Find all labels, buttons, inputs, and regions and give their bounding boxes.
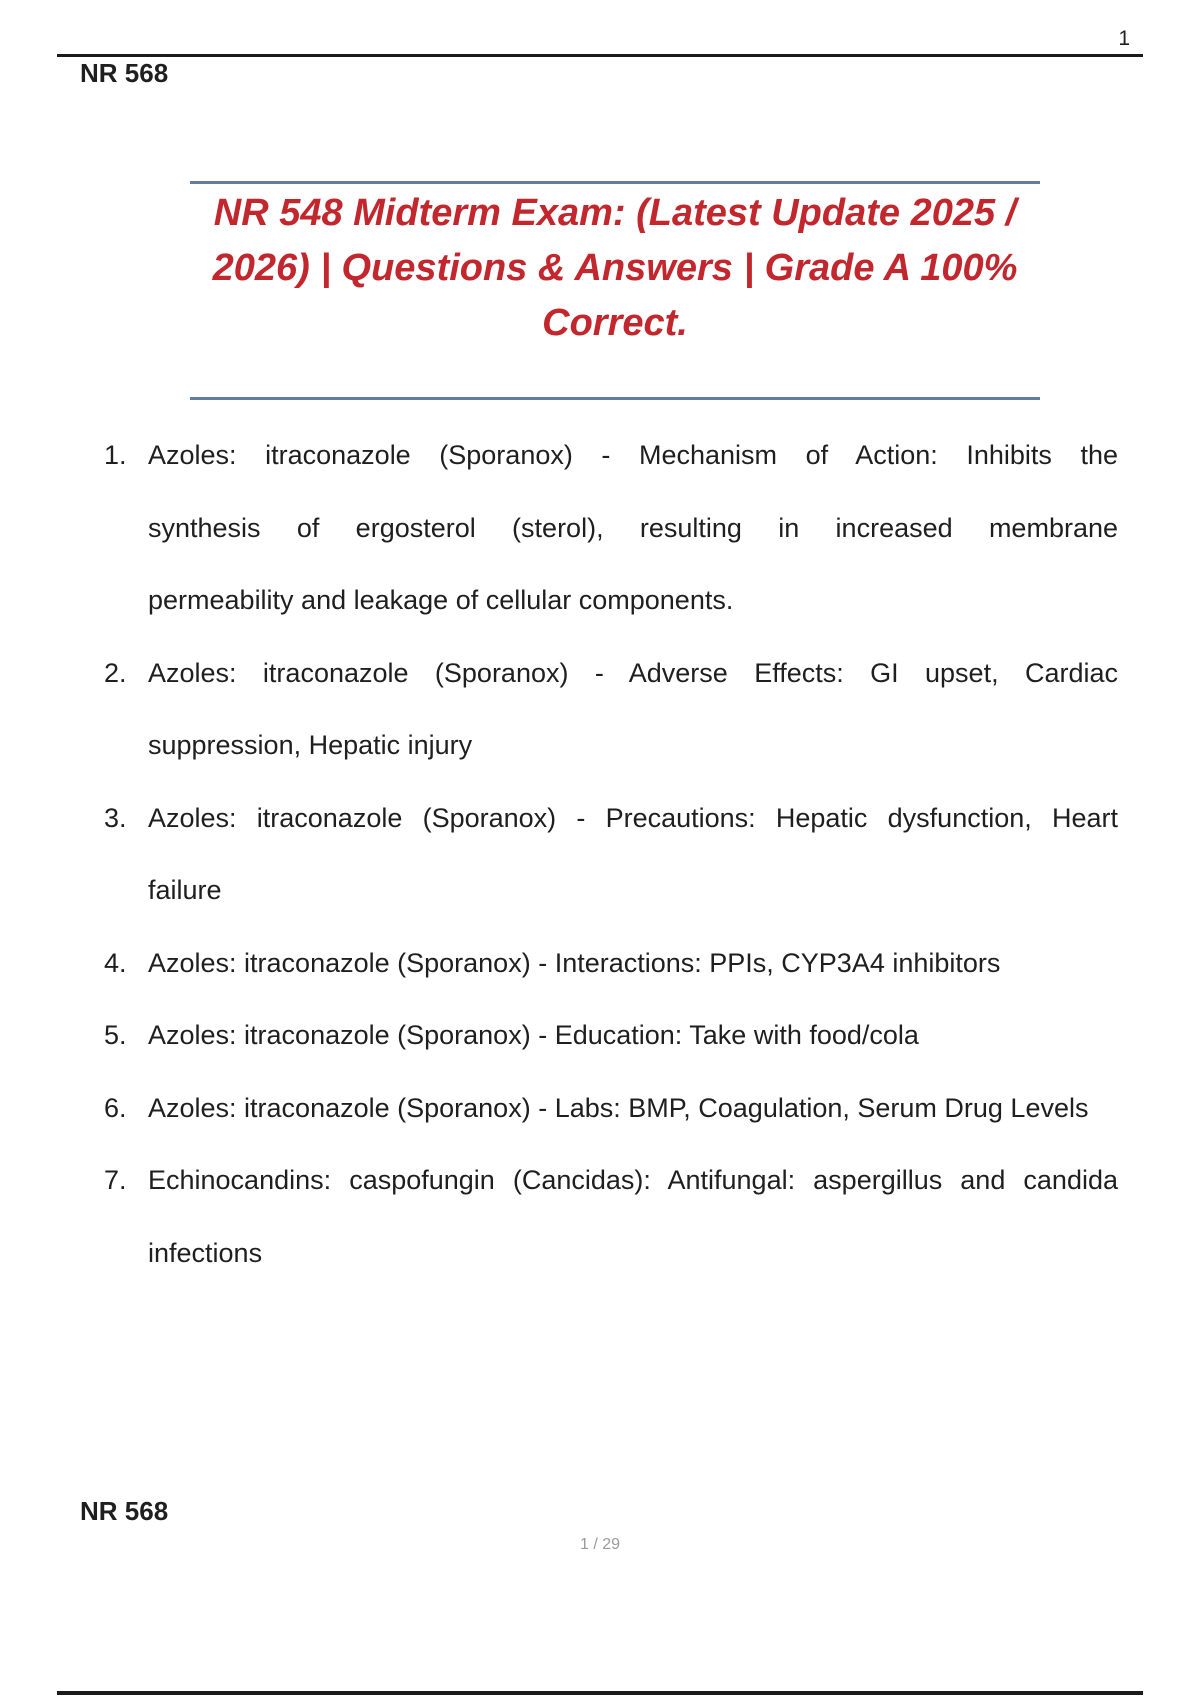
list-item-line: Azoles: itraconazole (Sporanox) - Precautions: Hepatic dysfunction, Heart <box>148 802 1118 833</box>
list-item <box>104 927 1118 1000</box>
list-item <box>104 419 1118 637</box>
list-item-number: 3. <box>104 802 127 833</box>
list-item-number: 5. <box>104 1020 127 1050</box>
footer-rule <box>57 1691 1143 1695</box>
list-item <box>104 782 1118 927</box>
list-item-line: synthesis of ergosterol (sterol), resulting in increased membrane <box>148 512 1118 543</box>
list-item <box>104 1144 1118 1289</box>
footer-course-code: NR 568 <box>80 1496 169 1526</box>
list-item-number: 7. <box>104 1165 127 1195</box>
title-rule-bottom <box>190 397 1040 400</box>
list-item-line: Echinocandins: caspofungin (Cancidas): Antifungal: aspergillus and candida <box>148 1165 1118 1195</box>
list-item-line: Azoles: itraconazole (Sporanox) - Interactions: PPIs, CYP3A4 inhibitors <box>148 947 1001 978</box>
header-course-code: NR 568 <box>80 58 169 88</box>
list-item-line: Azoles: itraconazole (Sporanox) - Education: Take with food/cola <box>148 1020 919 1050</box>
list-item-number: 4. <box>104 947 127 978</box>
list-item-line: permeability and leakage of cellular components. <box>148 585 734 615</box>
title-line: NR 548 Midterm Exam: (Latest Update 2025 / <box>213 192 1017 234</box>
page-number: 1 <box>1118 27 1130 50</box>
list-item-line: Azoles: itraconazole (Sporanox) - Mechanism of Action: Inhibits the <box>148 440 1118 470</box>
header-rule <box>57 54 1143 57</box>
list-item-line: failure <box>148 875 222 905</box>
list-item-number: 6. <box>104 1092 127 1123</box>
list-item-line: Azoles: itraconazole (Sporanox) - Labs: BMP, Coagulation, Serum Drug Levels <box>148 1092 1089 1123</box>
question-list <box>104 419 1118 1289</box>
list-item <box>104 999 1118 1072</box>
title-line: 2026) | Questions & Answers | Grade A 100% <box>212 247 1018 289</box>
list-item <box>104 1072 1118 1145</box>
list-item-number: 2. <box>104 657 127 688</box>
list-item-line: suppression, Hepatic injury <box>148 730 473 760</box>
list-item-number: 1. <box>104 440 127 470</box>
list-item-line: Azoles: itraconazole (Sporanox) - Adverse Effects: GI upset, Cardiac <box>148 657 1118 688</box>
list-item <box>104 637 1118 782</box>
title-rule-top <box>190 181 1040 184</box>
list-item-line: infections <box>148 1237 263 1268</box>
title-line: Correct. <box>542 302 688 344</box>
document-title <box>110 186 1120 351</box>
page-indicator: 1 / 29 <box>579 1536 621 1553</box>
